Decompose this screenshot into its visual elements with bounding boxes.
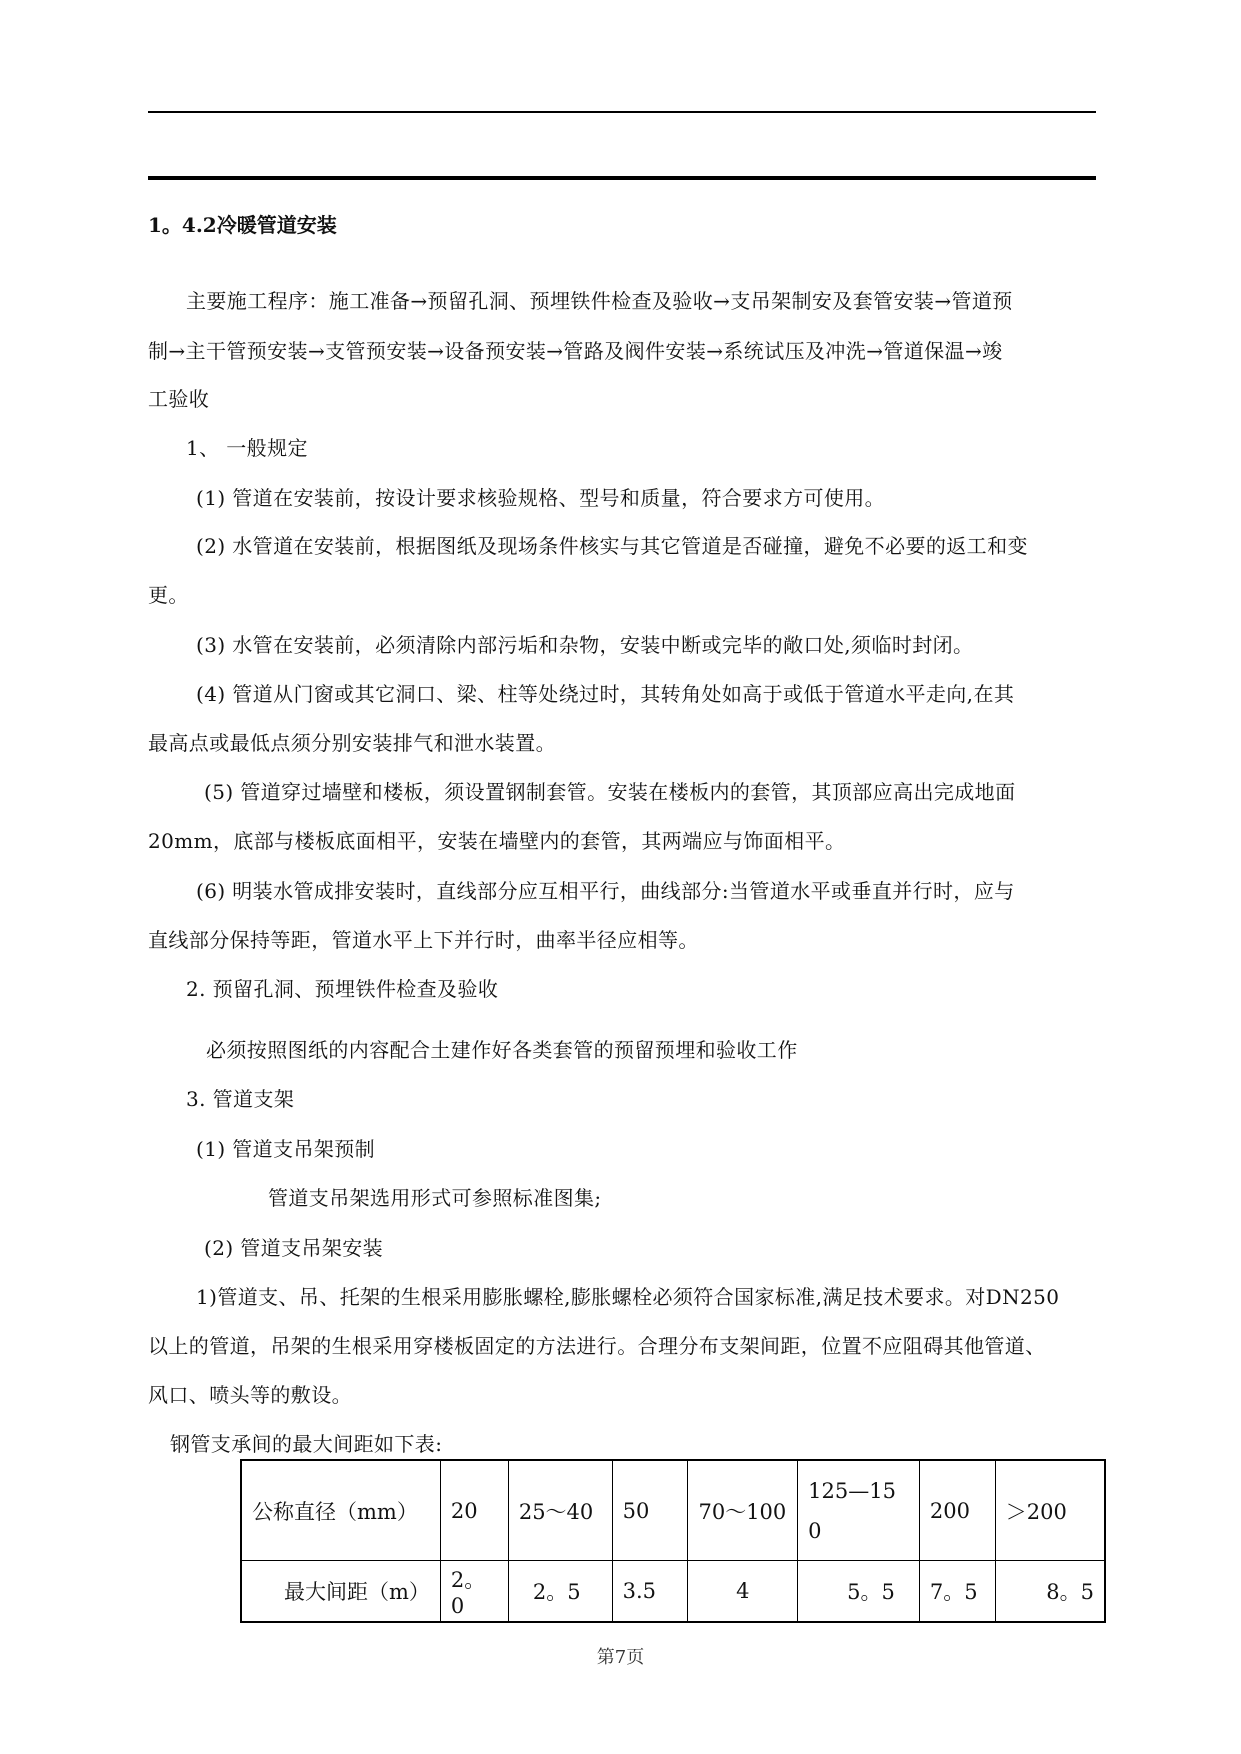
rule-2-line-2: 更。 (148, 583, 189, 607)
table-header-label: 公称直径（mm） (241, 1460, 440, 1561)
table-cell: 2。0 (440, 1561, 508, 1623)
table-cell: 50 (612, 1460, 688, 1561)
procedure-line-2: 制→主干管预安装→支管预安装→设备预安装→管路及阀件安装→系统试压及冲洗→管道保温→竣 (148, 339, 1003, 363)
section-heading: 1。4.2冷暖管道安装 (148, 213, 337, 237)
table-cell: 3.5 (612, 1561, 688, 1623)
support-install-line-1: 1)管道支、吊、托架的生根采用膨胀螺栓,膨胀螺栓必须符合国家标准,满足技术要求。对DN250 (196, 1285, 1060, 1309)
procedure-line-1: 主要施工程序：施工准备→预留孔洞、预埋铁件检查及验收→支吊架制安及套管安装→管道预 (186, 289, 1013, 313)
table-cell: 2。5 (508, 1561, 612, 1623)
table-cell: 5。5 (798, 1561, 920, 1623)
table-cell: 25～40 (508, 1460, 612, 1561)
table-row-max-spacing (241, 1561, 1105, 1623)
rule-5-line-2: 20mm，底部与楼板底面相平，安装在墙壁内的套管，其两端应与饰面相平。 (148, 829, 846, 853)
pipe-spacing-table (240, 1459, 1106, 1623)
item-reserved-holes: 2. 预留孔洞、预埋铁件检查及验收 (186, 977, 499, 1001)
table-cell: 20 (440, 1460, 508, 1561)
reserved-holes-text: 必须按照图纸的内容配合土建作好各类套管的预留预埋和验收工作 (206, 1038, 798, 1062)
table-cell: 4 (688, 1561, 798, 1623)
header-rule-thick (148, 176, 1096, 180)
rule-6-line-2: 直线部分保持等距，管道水平上下并行时，曲率半径应相等。 (148, 928, 699, 952)
table-cell: 125—150 (798, 1460, 920, 1561)
rule-2-line-1: (2) 水管道在安装前，根据图纸及现场条件核实与其它管道是否碰撞，避免不必要的返工和变 (196, 534, 1028, 558)
page-number: 第7页 (596, 1647, 645, 1668)
support-install-line-3: 风口、喷头等的敷设。 (148, 1383, 352, 1407)
table-cell: 70～100 (688, 1460, 798, 1561)
table-cell: ＞200 (995, 1460, 1105, 1561)
rule-3: (3) 水管在安装前，必须清除内部污垢和杂物，安装中断或完毕的敞口处,须临时封闭。 (196, 633, 974, 657)
procedure-line-3: 工验收 (148, 387, 210, 411)
support-install: (2) 管道支吊架安装 (204, 1236, 384, 1260)
rule-4-line-2: 最高点或最低点须分别安装排气和泄水装置。 (148, 731, 556, 755)
table-cell: 200 (919, 1460, 995, 1561)
table-row-nominal-diameter (241, 1460, 1105, 1561)
item-general-rules: 1、 一般规定 (186, 436, 308, 460)
table-values-label: 最大间距（m） (241, 1561, 440, 1623)
rule-5-line-1: (5) 管道穿过墙壁和楼板，须设置钢制套管。安装在楼板内的套管，其顶部应高出完成地面 (204, 780, 1016, 804)
table-caption: 钢管支承间的最大间距如下表: (170, 1432, 443, 1456)
table-cell: 7。5 (919, 1561, 995, 1623)
rule-6-line-1: (6) 明装水管成排安装时，直线部分应互相平行，曲线部分:当管道水平或垂直并行时，应与 (196, 879, 1015, 903)
support-prefab: (1) 管道支吊架预制 (196, 1137, 376, 1161)
table-cell: 8。5 (995, 1561, 1105, 1623)
rule-1: (1) 管道在安装前，按设计要求核验规格、型号和质量，符合要求方可使用。 (196, 486, 886, 510)
rule-4-line-1: (4) 管道从门窗或其它洞口、梁、柱等处绕过时，其转角处如高于或低于管道水平走向,在其 (196, 682, 1015, 706)
support-install-line-2: 以上的管道，吊架的生根采用穿楼板固定的方法进行。合理分布支架间距，位置不应阻碍其他管道、 (148, 1334, 1046, 1358)
support-prefab-text: 管道支吊架选用形式可参照标准图集; (268, 1186, 602, 1210)
item-pipe-supports: 3. 管道支架 (186, 1087, 295, 1111)
header-rule-thin (148, 111, 1096, 113)
